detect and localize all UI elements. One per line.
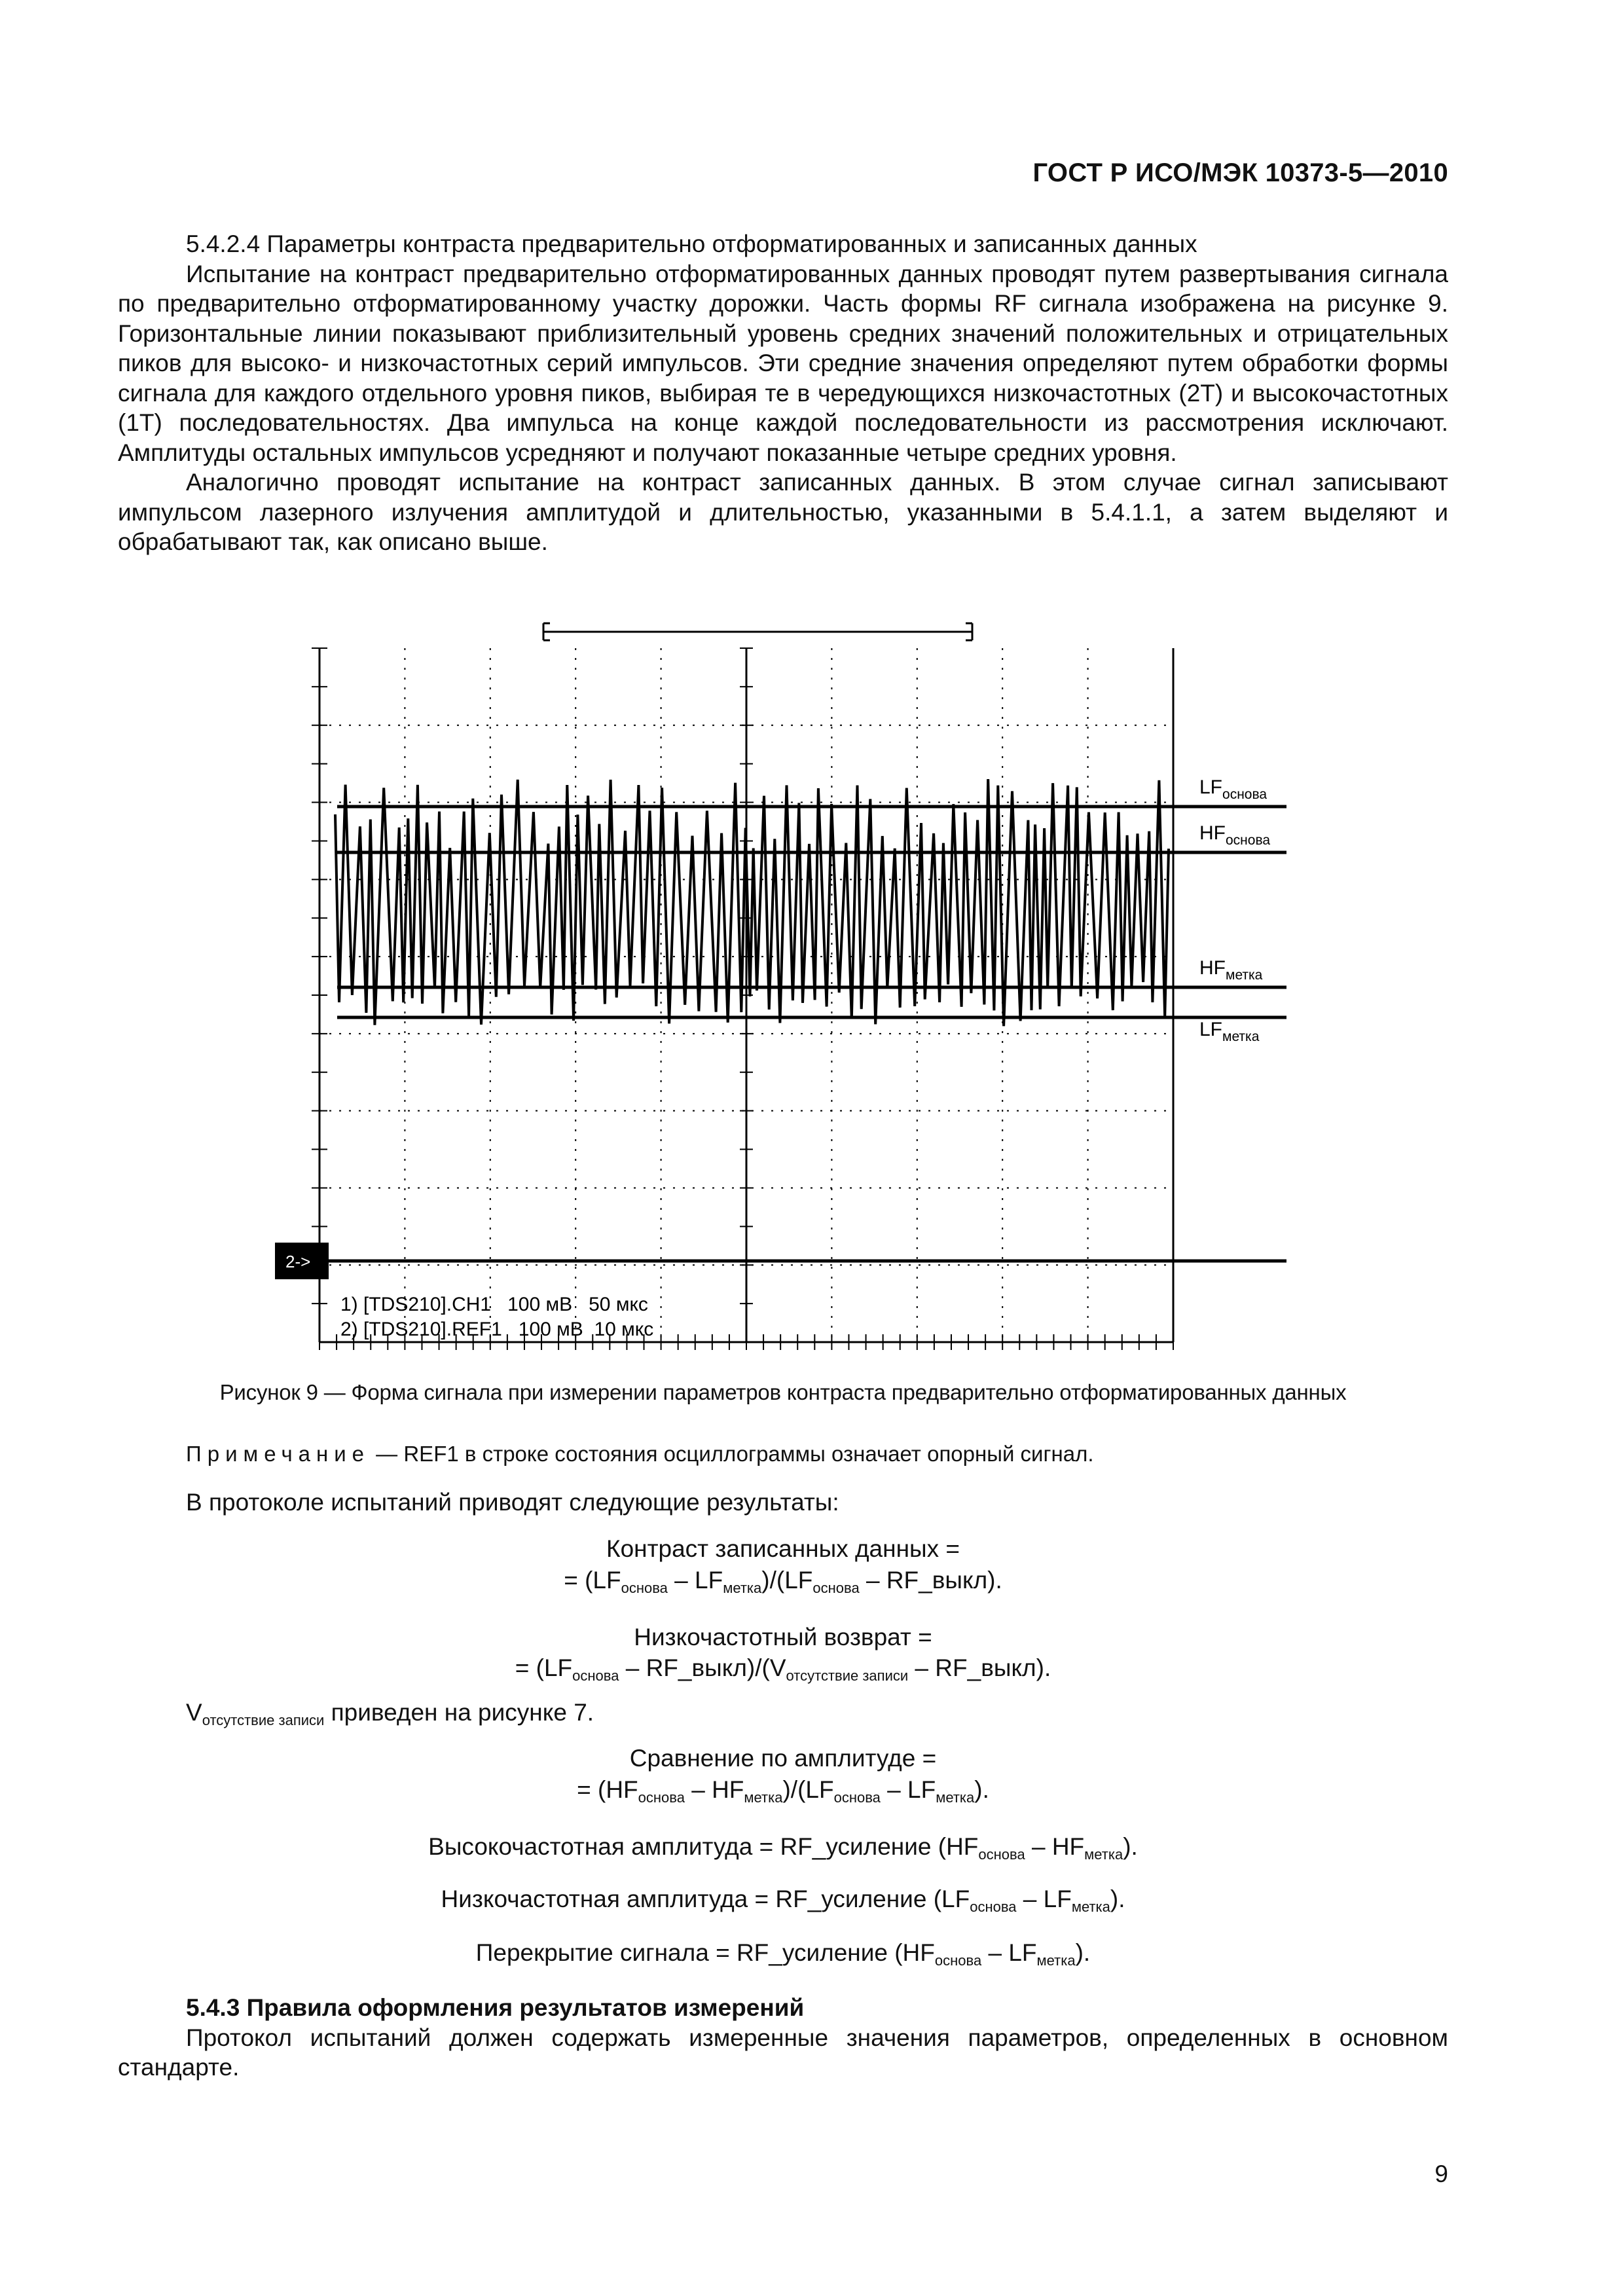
lf-osnova-label: $LF_{основа}$ [1199, 776, 1267, 802]
time-bracket [543, 623, 972, 640]
note [186, 1442, 1094, 1467]
paragraph: Аналогично проводят испытание на контраст записанных данных. В этом случае сигнал записывают импульсом лазерного излучения амплитудой и длительностью, указанными в 5.4.1.1, а затем выделяют и обрабатывают так, как описано выше. [118, 469, 1448, 555]
formula-v-note: $V_{отсутствие записи}$ приведен на рисунке 7. [186, 1699, 594, 1728]
formula-lf-return: = ($LF_{основа}$ – $RF\_выкл)/(V_{отсутствие записи}$ – RF_выкл). [515, 1654, 1051, 1684]
formula-overlap: Перекрытие сигнала = RF_усиление $(HF_{основа} - LF_{метка})$. [475, 1939, 1091, 1969]
hf-osnova-label: $HF_{основа}$ [1199, 822, 1271, 848]
rf-waveform-trace [335, 779, 1169, 1026]
section-5-4-3 [118, 1993, 1448, 2083]
section-heading: 5.4.3 Правила оформления результатов измерений [186, 1994, 805, 2021]
page-header: ГОСТ Р ИСО/МЭК 10373-5—2010 [1032, 158, 1448, 187]
scope-status-line-1: 1) [TDS210].CH1 100 мВ 50 мкс [340, 1294, 648, 1315]
channel-marker: 2-> [285, 1252, 311, 1271]
note-label: Примечание [186, 1442, 371, 1466]
intro-section [118, 229, 1448, 557]
note-text: — REF1 в строке состояния осциллограммы означает опорный сигнал. [370, 1442, 1094, 1466]
formula-lf-return-title: Низкочастотный возврат = [634, 1624, 932, 1650]
lf-metka-label: $LF_{метка}$ [1199, 1019, 1260, 1044]
rf-waveform [335, 779, 1169, 1026]
formula-hf-amplitude: Высокочастотная амплитуда = RF_усиление $(HF_{основа} - HF_{метка})$. [428, 1833, 1138, 1863]
formula-amp: = $(HF_{основа} - HF_{метка})/(LF_{основа} - LF_{метка})$. [577, 1776, 989, 1806]
oscillogram-figure [262, 615, 1329, 1362]
formula-contrast-title: Контраст записанных данных = [606, 1535, 960, 1562]
subsection-title: 5.4.2.4 Параметры контраста предварительно отформатированных и записанных данных [186, 230, 1197, 257]
formula-lf-amplitude: Низкочастотная амплитуда = RF_усиление $(LF_{основа} - LF_{метка})$. [441, 1886, 1125, 1915]
figure-caption: Рисунок 9 — Форма сигнала при измерении параметров контраста предварительно отформатированных данных [219, 1380, 1347, 1404]
scope-status-line-2: 2) [TDS210].REF1 100 мВ 10 мкс [340, 1319, 654, 1340]
paragraph: Испытание на контраст предварительно отформатированных данных проводят путем развертывания сигнала по предварительно отформатированному участку дорожки. Часть формы RF сигнала изображена на рисунке 9. Горизонтальные линии показывают приблизительный уровень средних значений положительных и отрицательных пиков для высоко- и низкочастотных серий импульсов. Эти средние значения определяют путем обработки формы сигнала для каждого отдельного уровня пиков, выбирая те в чередующихся низкочастотных (2T) и высокочастотных (1T) последовательностях. Два импульса на конце каждой последовательности из рассмотрения исключают. Амплитуды остальных импульсов усредняют и получают показанные четыре средних уровня. [118, 260, 1448, 466]
hf-metka-label: $HF_{метка}$ [1199, 957, 1263, 983]
formula-contrast: = $(LF_{основа} - LF_{метка})/(LF_{основа}$ – RF_выкл). [564, 1567, 1002, 1596]
paragraph: Протокол испытаний должен содержать измеренные значения параметров, определенных в основном стандарте. [118, 2024, 1448, 2081]
page-number: 9 [1434, 2160, 1448, 2187]
formula-amp-title: Сравнение по амплитуде = [629, 1745, 937, 1772]
results-intro: В протоколе испытаний приводят следующие результаты: [186, 1489, 839, 1516]
